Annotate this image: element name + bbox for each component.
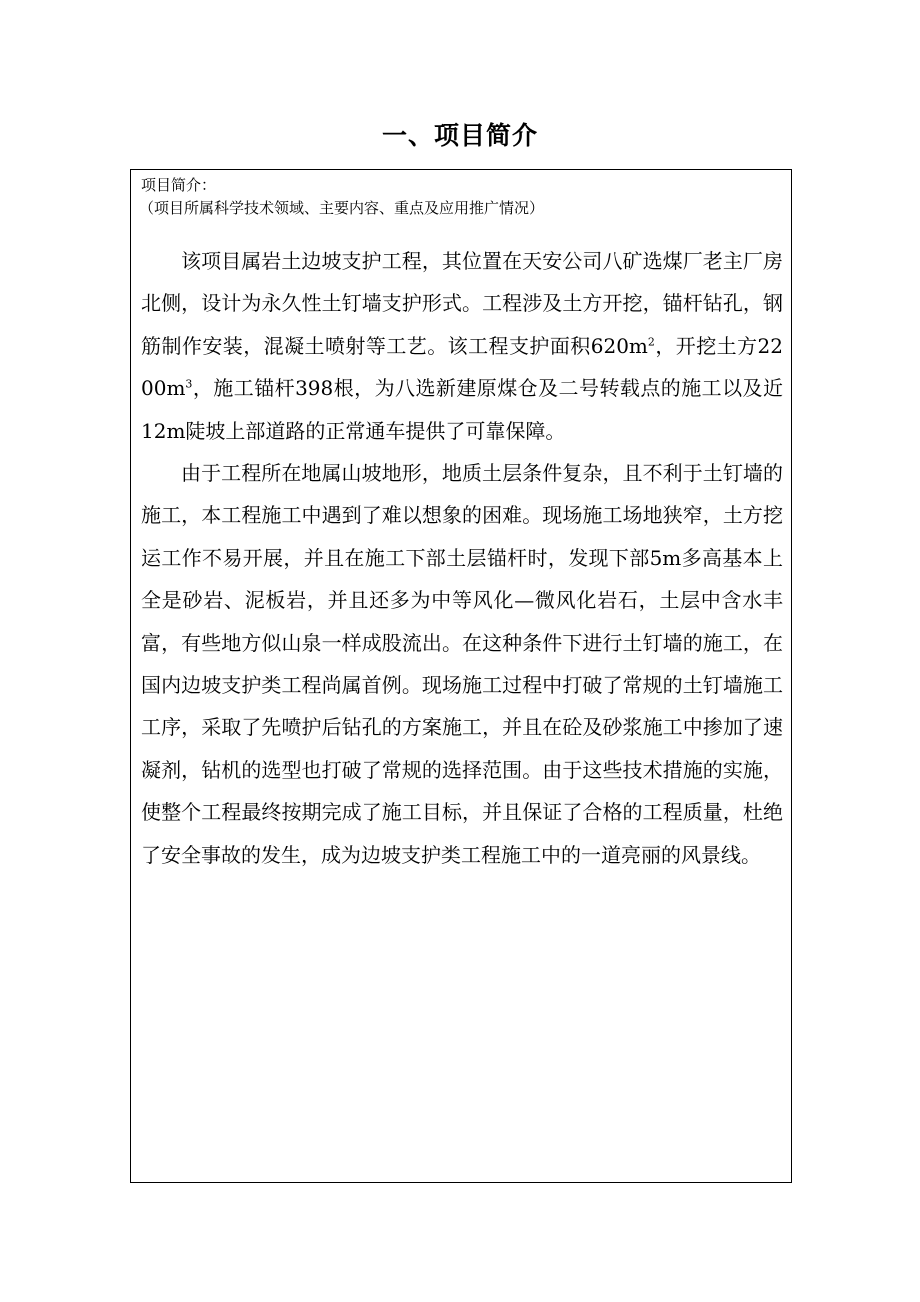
volume-unit-superscript: 3 bbox=[185, 377, 193, 391]
area-unit-superscript: 2 bbox=[647, 335, 655, 349]
page-title: 一、项目简介 bbox=[381, 121, 538, 150]
paragraph-1-text-c: ，施工锚杆398根，为八选新建原煤仓及二号转载点的施工以及近12m陡坡上部道路的正常通车提供了可靠保障。 bbox=[141, 376, 783, 443]
summary-body bbox=[141, 240, 783, 876]
paragraph-1-text-a: 该项目属岩土边坡支护工程，其位置在天安公司八矿选煤厂老主厂房北侧，设计为永久性土钉墙支护形式。工程涉及土方开挖，锚杆钻孔，钢筋制作安装，混凝土喷射等工艺。该工程支护面积620m bbox=[141, 249, 783, 358]
project-summary-box bbox=[130, 169, 792, 1183]
summary-paragraph-2: 由于工程所在地属山坡地形，地质土层条件复杂，且不利于土钉墙的施工，本工程施工中遇到了难以想象的困难。现场施工场地狭窄，土方挖运工作不易开展，并且在施工下部土层锚杆时，发现下部5m多高基本上全是砂岩、泥板岩，并且还多为中等风化—微风化岩石，土层中含水丰富，有些地方似山泉一样成股流出。在这种条件下进行土钉墙的施工，在国内边坡支护类工程尚属首例。现场施工过程中打破了常规的土钉墙施工工序，采取了先喷护后钻孔的方案施工，并且在砼及砂浆施工中掺加了速凝剂，钻机的选型也打破了常规的选择范围。由于这些技术措施的实施，使整个工程最终按期完成了施工目标，并且保证了合格的工程质量，杜绝了安全事故的发生，成为边坡支护类工程施工中的一道亮丽的风景线。 bbox=[141, 461, 783, 867]
field-hint: （项目所属科学技术领域、主要内容、重点及应用推广情况） bbox=[139, 199, 545, 217]
summary-paragraph-1 bbox=[141, 240, 783, 452]
field-label: 项目简介： bbox=[141, 176, 217, 194]
paragraph-1-text-b: ，开挖土方2200m bbox=[141, 333, 783, 401]
